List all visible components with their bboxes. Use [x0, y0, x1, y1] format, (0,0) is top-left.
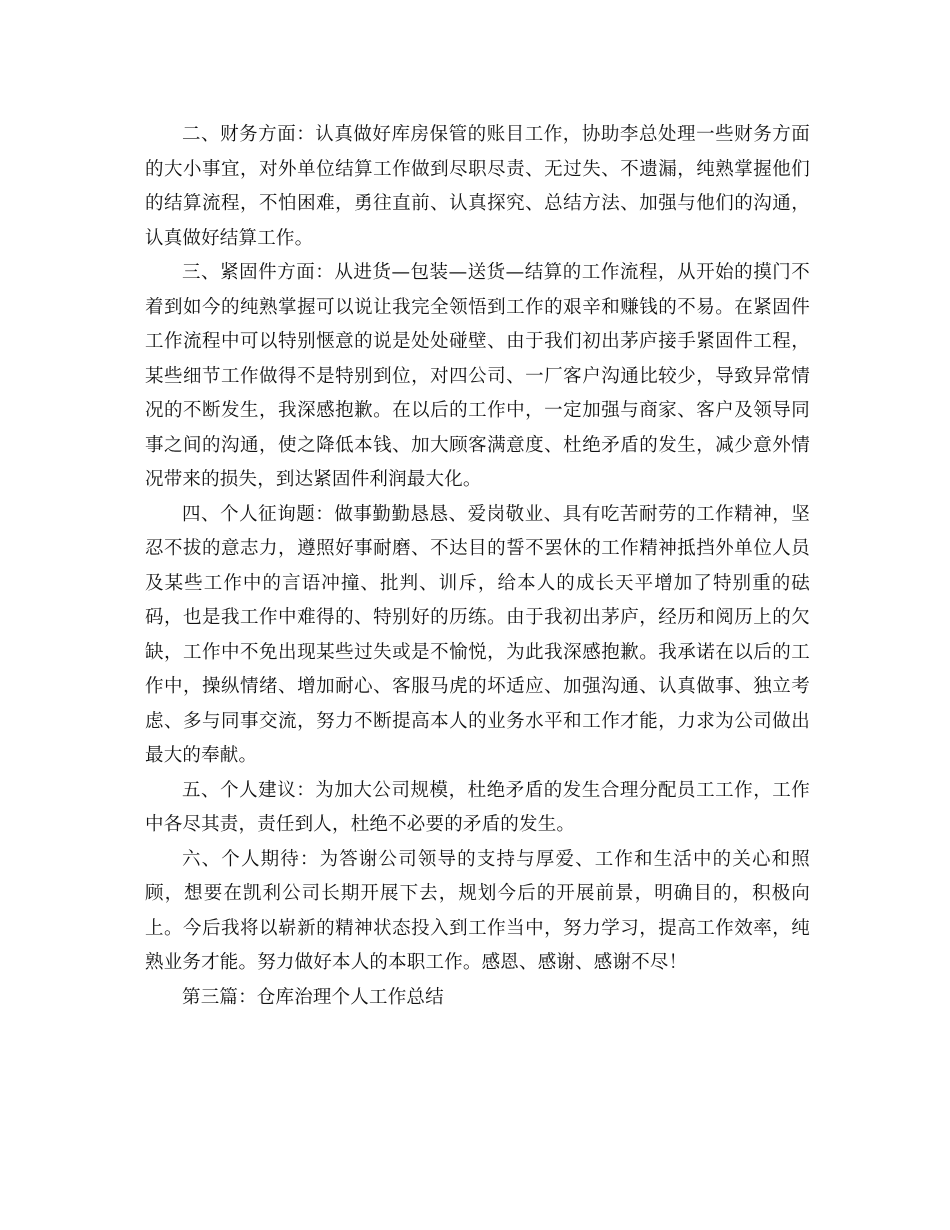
section-heading: 第三篇：仓库治理个人工作总结: [182, 986, 444, 1008]
paragraph-personal-issues: 四、个人征询题：做事勤勤恳恳、爱岗敬业、具有吃苦耐劳的工作精神，坚忍不拔的意志力，遵照好事耐磨、不达目的誓不罢休的工作精神抵挡外单位人员及某些工作中的言语冲撞、批判、训斥，给本人的成长天平增加了特别重的砝码，也是我工作中难得的、特别好的历练。由于我初出茅庐，经历和阅历上的欠缺，工作中不免出现某些过失或是不愉悦，为此我深感抱歉。我承诺在以后的工作中，操纵情绪、增加耐心、客服马虎的坏适应、加强沟通、认真做事、独立考虑、多与同事交流，努力不断提高本人的业务水平和工作才能，力求为公司做出最大的奉献。: [145, 503, 810, 766]
paragraph-fasteners: 三、紧固件方面：从进货—包装—送货—结算的工作流程，从开始的摸门不着到如今的纯熟掌握可以说让我完全领悟到工作的艰辛和赚钱的不易。在紧固件工作流程中可以特别惬意的说是处处碰壁、由于我们初出茅庐接手紧固件工程，某些细节工作做得不是特别到位，对四公司、一厂客户沟通比较少，导致异常情况的不断发生，我深感抱歉。在以后的工作中，一定加强与商家、客户及领导同事之间的沟通，使之降低本钱、加大顾客满意度、杜绝矛盾的发生，减少意外情况带来的损失，到达紧固件利润最大化。: [145, 262, 810, 490]
paragraph-personal-suggestions: 五、个人建议：为加大公司规模，杜绝矛盾的发生合理分配员工工作，工作中各尽其责，责任到人，杜绝不必要的矛盾的发生。: [145, 779, 810, 835]
document-body: [145, 118, 810, 1015]
paragraph-finance: 二、财务方面：认真做好库房保管的账目工作，协助李总处理一些财务方面的大小事宜，对外单位结算工作做到尽职尽责、无过失、不遗漏，纯熟掌握他们的结算流程，不怕困难，勇往直前、认真探究、总结方法、加强与他们的沟通，认真做好结算工作。: [145, 124, 810, 249]
paragraph-personal-expectations: 六、个人期待：为答谢公司领导的支持与厚爱、工作和生活中的关心和照顾，想要在凯利公司长期开展下去，规划今后的开展前景，明确目的，积极向上。今后我将以崭新的精神状态投入到工作当中，努力学习，提高工作效率，纯熟业务才能。努力做好本人的本职工作。感恩、感谢、感谢不尽！: [145, 848, 810, 973]
